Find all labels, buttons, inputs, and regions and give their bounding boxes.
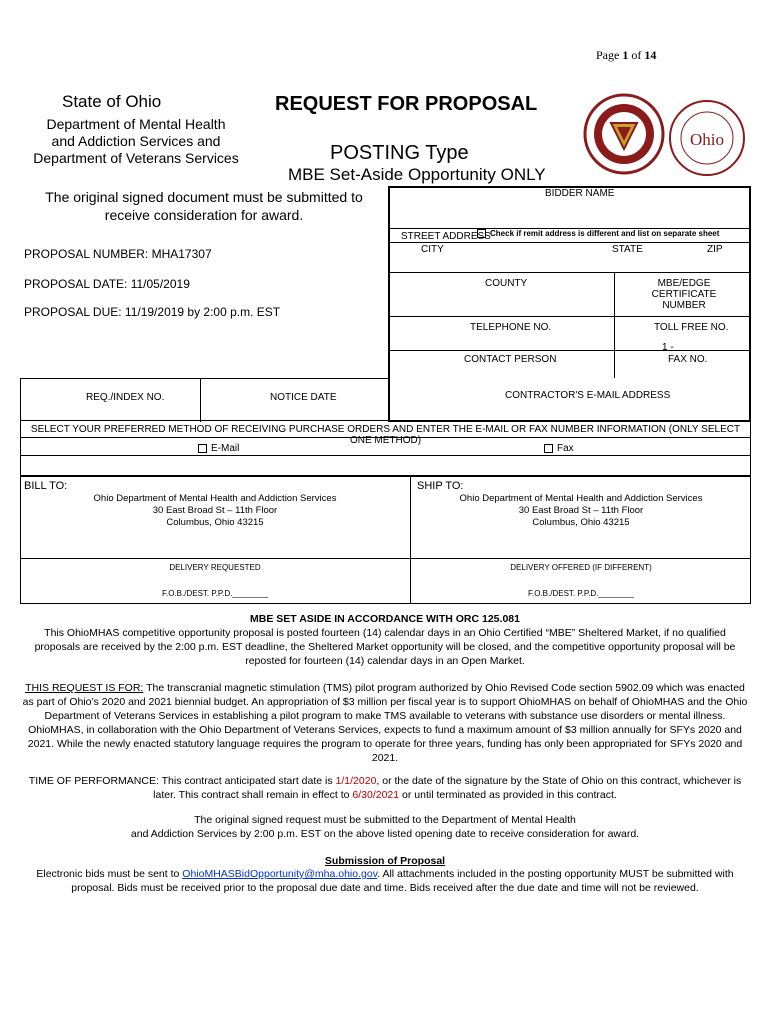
bidder-name-label: BIDDER NAME	[545, 188, 615, 199]
mbe-heading: MBE SET ASIDE IN ACCORDANCE WITH ORC 125.081	[250, 613, 520, 625]
proposal-due: PROPOSAL DUE: 11/19/2019 by 2:00 p.m. EST	[24, 305, 281, 319]
email-option[interactable]: E-Mail	[198, 443, 239, 454]
fax-label: FAX NO.	[668, 354, 708, 365]
ohiomhas-seal-logo	[667, 98, 747, 178]
toll-free-label: TOLL FREE NO.	[654, 322, 729, 333]
request-paragraph: THIS REQUEST IS FOR: The transcranial magnetic stimulation (TMS) pilot program authorized by Ohio Revised Code section 5902.09 which was enacted as part of Ohio’s 2020 and 2021 biennial budget. An appropriation of $3 million per fiscal year is to support OhioMHAS on behalf of OhioMHAS and the Ohio Department of Veterans Services in establishing a pilot program to make TMS available to veterans with substance use disorders or mental illness. OhioMHAS, in collaboration with the Ohio Department of Veterans Services, expects to fund a maximum amount of $3 million annually for SFYs 2020 and 2021. While the newly enacted statutory language requires the program to operate for three years, funding has only been appropriated for SFYs 2020 and 2021.	[22, 682, 748, 764]
fob-right: F.O.B./DEST. P.P.D.________	[528, 589, 634, 598]
fax-option[interactable]: Fax	[544, 443, 574, 454]
ship-to-address: Ohio Department of Mental Health and Addiction Services 30 East Broad St – 11th Floor Columbus, Ohio 43215	[459, 493, 703, 528]
req-index-label: REQ./INDEX NO.	[86, 392, 165, 403]
proposal-number: PROPOSAL NUMBER: MHA17307	[24, 247, 212, 261]
fob-left: F.O.B./DEST. P.P.D.________	[162, 589, 268, 598]
mbe-certificate-label: MBE/EDGE CERTIFICATE NUMBER	[651, 278, 717, 311]
original-document-notice: The original signed document must be submitted to receive consideration for award.	[45, 189, 363, 223]
ship-to-label: SHIP TO:	[417, 480, 464, 492]
toll-free-value: 1 -	[662, 342, 674, 353]
mbe-subtitle: MBE Set-Aside Opportunity ONLY	[288, 165, 546, 184]
state-name: State of Ohio	[62, 92, 162, 111]
po-method-instruction: SELECT YOUR PREFERRED METHOD OF RECEIVING PURCHASE ORDERS AND ENTER THE E-MAIL OR FAX NUMBER INFORMATION (ONLY SELECT ONE METHOD)	[30, 424, 741, 446]
submission-paragraph: Electronic bids must be sent to OhioMHASBidOpportunity@mha.ohio.gov. All attachments included in the posting opportunity MUST be submitted with proposal. Bids must be received prior to the proposal due date and time. Bids received after the due date and time will not be reviewed.	[36, 868, 734, 894]
city-label: CITY	[421, 244, 444, 255]
svg-text:Ohio: Ohio	[690, 130, 724, 149]
checkbox-icon[interactable]	[198, 444, 207, 453]
bill-to-address: Ohio Department of Mental Health and Addiction Services 30 East Broad St – 11th Floor Columbus, Ohio 43215	[93, 493, 337, 528]
checkbox-icon[interactable]	[544, 444, 553, 453]
state-label: STATE	[612, 244, 643, 255]
page-title: REQUEST FOR PROPOSAL	[275, 93, 538, 115]
time-of-performance: TIME OF PERFORMANCE: This contract anticipated start date is 1/1/2020, or the date of the signature by the State of Ohio on this contract, whichever is later. This contract shall remain in effect to 6/30/2021 or until terminated as provided in this contract.	[28, 775, 742, 801]
email-address-label: CONTRACTOR'S E-MAIL ADDRESS	[505, 390, 671, 401]
page-number: Page 1 of 14	[596, 48, 657, 62]
proposal-date: PROPOSAL DATE: 11/05/2019	[24, 277, 190, 291]
street-address-label: STREET ADDRESS	[401, 231, 491, 242]
remit-address-checkbox[interactable]: Check if remit address is different and list on separate sheet	[477, 229, 719, 238]
contact-person-label: CONTACT PERSON	[464, 354, 557, 365]
telephone-label: TELEPHONE NO.	[470, 322, 552, 333]
veterans-seal-logo	[583, 93, 665, 175]
mbe-paragraph: This OhioMHAS competitive opportunity proposal is posted fourteen (14) calendar days in an Ohio Certified “MBE” Sheltered Market, if no qualified proposals are received by the 2:00 p.m. EST deadline, the Sheltered Market opportunity will be closed, and the competitive opportunity proposal will be reposted for fourteen (14) calendar days in an Open Market.	[34, 627, 736, 667]
delivery-offered-label: DELIVERY OFFERED (IF DIFFERENT)	[510, 563, 652, 572]
submission-heading: Submission of Proposal	[324, 855, 446, 867]
checkbox-icon[interactable]	[477, 229, 486, 238]
notice-date-label: NOTICE DATE	[270, 392, 337, 403]
bill-to-label: BILL TO:	[24, 480, 68, 492]
bid-email-link[interactable]: OhioMHASBidOpportunity@mha.ohio.gov	[182, 868, 378, 880]
zip-label: ZIP	[707, 244, 723, 255]
department-names: Department of Mental Health and Addiction Services and Department of Veterans Services	[33, 116, 239, 166]
delivery-requested-label: DELIVERY REQUESTED	[169, 563, 261, 572]
county-label: COUNTY	[485, 278, 528, 289]
posting-type: POSTING Type	[330, 142, 469, 164]
original-request-paragraph: The original signed request must be submitted to the Department of Mental Health and Addiction Services by 2:00 p.m. EST on the above listed opening date to receive consideration for award.	[130, 814, 640, 840]
